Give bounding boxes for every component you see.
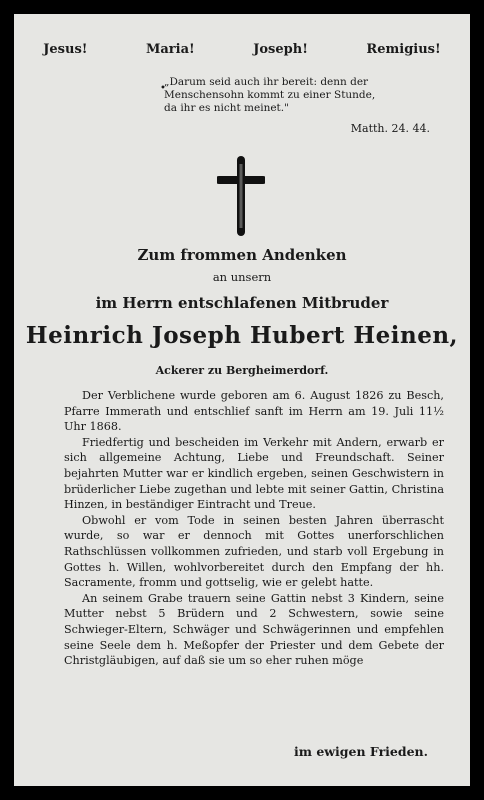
heading-mitbruder: im Herrn entschlafenen Mitbruder bbox=[95, 294, 389, 312]
deceased-occupation: Ackerer zu Bergheimerdorf. bbox=[155, 364, 329, 377]
biography-text bbox=[64, 388, 444, 669]
deceased-name: Heinrich Joseph Hubert Heinen, bbox=[25, 322, 459, 349]
paragraph-mourners: An seinem Grabe trauern seine Gattin nebst 3 Kindern, seine Mutter nebst 5 Brüdern und 2 Schwestern, sowie seine Schwieger-Eltern, Schwäger und Schwägerinnen und empfehlen seine Seele dem h. Meßopfer der Priester und dem Gebete der Christgläubigen, auf daß sie um so eher ruhen möge bbox=[64, 591, 444, 668]
invocation-joseph: Joseph! bbox=[253, 42, 308, 57]
scripture-quote bbox=[164, 76, 454, 115]
invocations bbox=[14, 42, 470, 57]
invocation-remigius: Remigius! bbox=[366, 42, 441, 57]
invocation-jesus: Jesus! bbox=[43, 42, 88, 57]
bullet-icon: • bbox=[160, 83, 166, 94]
paragraph-death-piety: Obwohl er vom Tode in seinen besten Jahren überrascht wurde, so war er dennoch mit Gottes unerforschlichen Rathschlüssen vollkommen zufrieden, und starb voll Ergebung in Gottes h. Willen, wohlvorbereitet durch den Empfang der hh. Sacramente, fromm und gottselig, wie er gelebt hatte. bbox=[64, 513, 444, 590]
memorial-card bbox=[14, 14, 470, 786]
invocation-maria: Maria! bbox=[145, 42, 195, 57]
quote-line: Menschensohn kommt zu einer Stunde, bbox=[164, 89, 376, 101]
quote-line: „Darum seid auch ihr bereit: denn der bbox=[164, 76, 369, 88]
heading-an-unsern: an unsern bbox=[212, 270, 272, 284]
cross-icon bbox=[217, 156, 265, 236]
quote-line: da ihr es nicht meinet." bbox=[164, 102, 289, 114]
closing-line: im ewigen Frieden. bbox=[294, 744, 428, 759]
paragraph-birth-death: Der Verblichene wurde geboren am 6. August 1826 zu Besch, Pfarre Immerath und entschlief sanft im Herrn am 19. Juli 11½ Uhr 1868. bbox=[64, 389, 444, 434]
quote-reference: Matth. 24. 44. bbox=[350, 122, 430, 135]
heading-remembrance: Zum frommen Andenken bbox=[137, 246, 347, 264]
paragraph-character: Friedfertig und bescheiden im Verkehr mit Andern, erwarb er sich allgemeine Achtung, Liebe und Freundschaft. Seiner bejahrten Mutter war er kindlich ergeben, seinen Geschwistern in brüderlicher Liebe zugethan und lebte mit seiner Gattin, Christina Hinzen, in beständiger Eintracht und Treue. bbox=[64, 435, 444, 512]
